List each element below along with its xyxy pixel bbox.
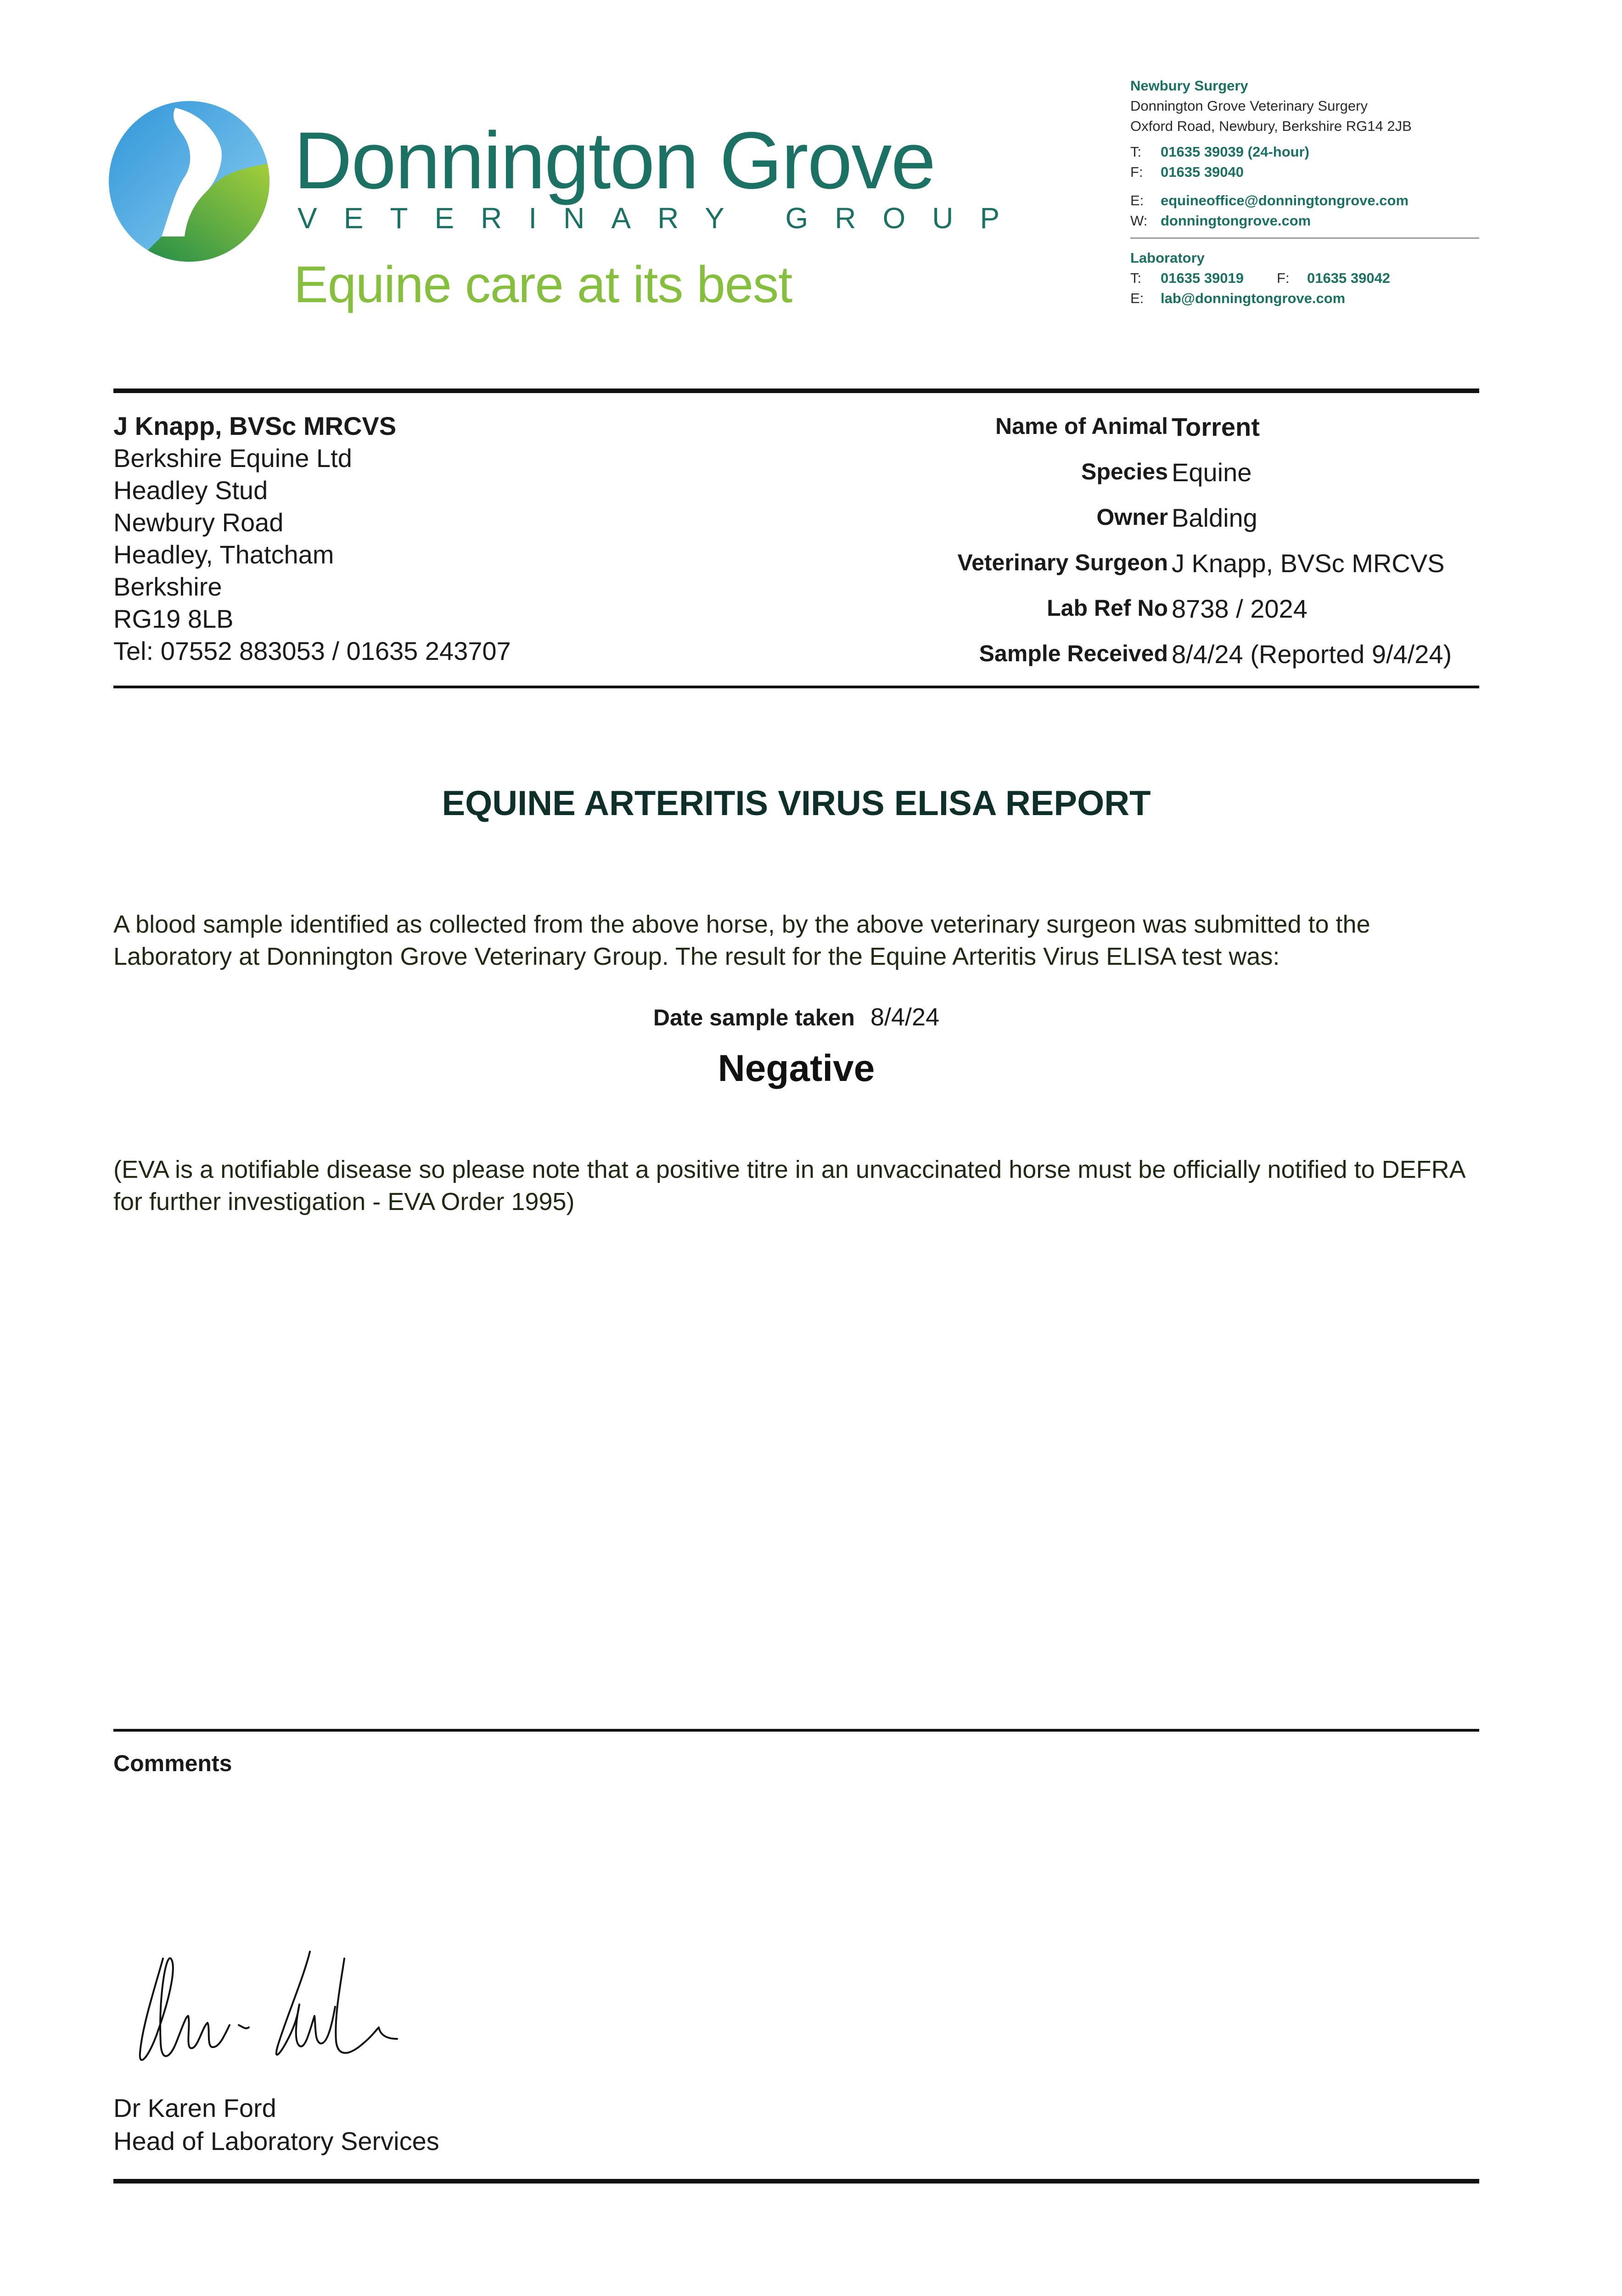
header-bottom-rule — [113, 686, 1479, 688]
recipient-phone: Tel: 07552 883053 / 01635 243707 — [113, 636, 511, 665]
lab-fax: 01635 39042 — [1307, 270, 1391, 286]
brand-name: Donnington Grove — [294, 116, 935, 206]
detail-label: Owner — [1096, 504, 1168, 530]
lab-email-link[interactable]: lab@donningtongrove.com — [1161, 290, 1346, 306]
lab-email-label: E: — [1130, 290, 1144, 306]
detail-label: Lab Ref No — [1047, 595, 1168, 621]
recipient-address — [113, 410, 511, 667]
comments-rule — [113, 1729, 1479, 1732]
detail-row-lab-ref — [826, 592, 1479, 624]
footer-rule — [113, 2179, 1479, 2183]
surgery-web-label: W: — [1130, 213, 1148, 229]
contact-divider — [1130, 237, 1479, 239]
detail-row-animal — [826, 410, 1479, 442]
recipient-line: Berkshire — [113, 572, 222, 601]
surgery-title: Newbury Surgery — [1130, 78, 1248, 94]
donnington-grove-logo — [107, 99, 272, 264]
recipient-line: Headley Stud — [113, 476, 268, 505]
signatory-name: Dr Karen Ford — [113, 2093, 276, 2122]
detail-label: Name of Animal — [995, 413, 1168, 439]
date-sample-label: Date sample taken — [653, 1005, 855, 1030]
lab-tel[interactable]: 01635 39019 — [1161, 270, 1244, 286]
detail-value: Equine — [1172, 458, 1252, 487]
detail-value: Torrent — [1172, 412, 1260, 441]
laboratory-contact-block — [1130, 248, 1479, 309]
detail-row-surgeon — [826, 546, 1479, 579]
detail-row-owner — [826, 501, 1479, 533]
surgery-contact-block — [1130, 76, 1479, 231]
surgery-address-line2: Oxford Road, Newbury, Berkshire RG14 2JB — [1130, 118, 1412, 134]
signatory-role: Head of Laboratory Services — [113, 2127, 439, 2155]
surgery-address-line1: Donnington Grove Veterinary Surgery — [1130, 98, 1368, 114]
signature-image — [129, 1947, 487, 2085]
header-top-rule — [113, 388, 1479, 393]
surgery-fax: 01635 39040 — [1161, 164, 1244, 180]
detail-value: 8738 / 2024 — [1172, 594, 1308, 623]
brand-tagline: Equine care at its best — [294, 256, 792, 313]
lab-fax-label: F: — [1277, 270, 1290, 286]
laboratory-title: Laboratory — [1130, 250, 1205, 266]
recipient-line: Newbury Road — [113, 508, 284, 537]
recipient-line: RG19 8LB — [113, 604, 234, 633]
detail-value: Balding — [1172, 503, 1257, 532]
detail-label: Sample Received — [979, 641, 1168, 666]
eva-notice: (EVA is a notifiable disease so please note that a positive titre in an unvaccinated horse must be officially notified to DEFRA for further investigation - EVA Order 1995) — [113, 1156, 1465, 1216]
report-intro: A blood sample identified as collected from the above horse, by the above veterinary surgeon was submitted to the Laboratory at Donnington Grove Veterinary Group. The result for the Equine Arteritis Virus ELISA test was: — [113, 911, 1370, 970]
detail-value: 8/4/24 (Reported 9/4/24) — [1172, 640, 1452, 669]
recipient-name: J Knapp, BVSc MRCVS — [113, 411, 397, 440]
test-result: Negative — [718, 1047, 875, 1089]
detail-value: J Knapp, BVSc MRCVS — [1172, 549, 1445, 578]
detail-label: Species — [1081, 459, 1168, 484]
detail-label: Veterinary Surgeon — [957, 550, 1168, 575]
report-title: EQUINE ARTERITIS VIRUS ELISA REPORT — [442, 784, 1151, 823]
brand-subtitle: VETERINARY GROUP — [297, 202, 1027, 235]
detail-row-sample-received — [826, 637, 1479, 670]
surgery-email-label: E: — [1130, 192, 1144, 208]
surgery-tel-label: T: — [1130, 144, 1142, 160]
detail-row-species — [826, 456, 1479, 488]
surgery-fax-label: F: — [1130, 164, 1143, 180]
date-sample-value: 8/4/24 — [870, 1003, 940, 1031]
surgery-email-link[interactable]: equineoffice@donningtongrove.com — [1161, 192, 1409, 208]
lab-tel-label: T: — [1130, 270, 1142, 286]
surgery-tel[interactable]: 01635 39039 (24-hour) — [1161, 144, 1309, 160]
recipient-line: Headley, Thatcham — [113, 540, 334, 569]
comments-label: Comments — [113, 1750, 232, 1776]
date-sample-taken — [113, 1001, 1479, 1034]
surgery-web-link[interactable]: donningtongrove.com — [1161, 213, 1311, 229]
recipient-line: Berkshire Equine Ltd — [113, 444, 352, 473]
signatory — [113, 2092, 439, 2158]
